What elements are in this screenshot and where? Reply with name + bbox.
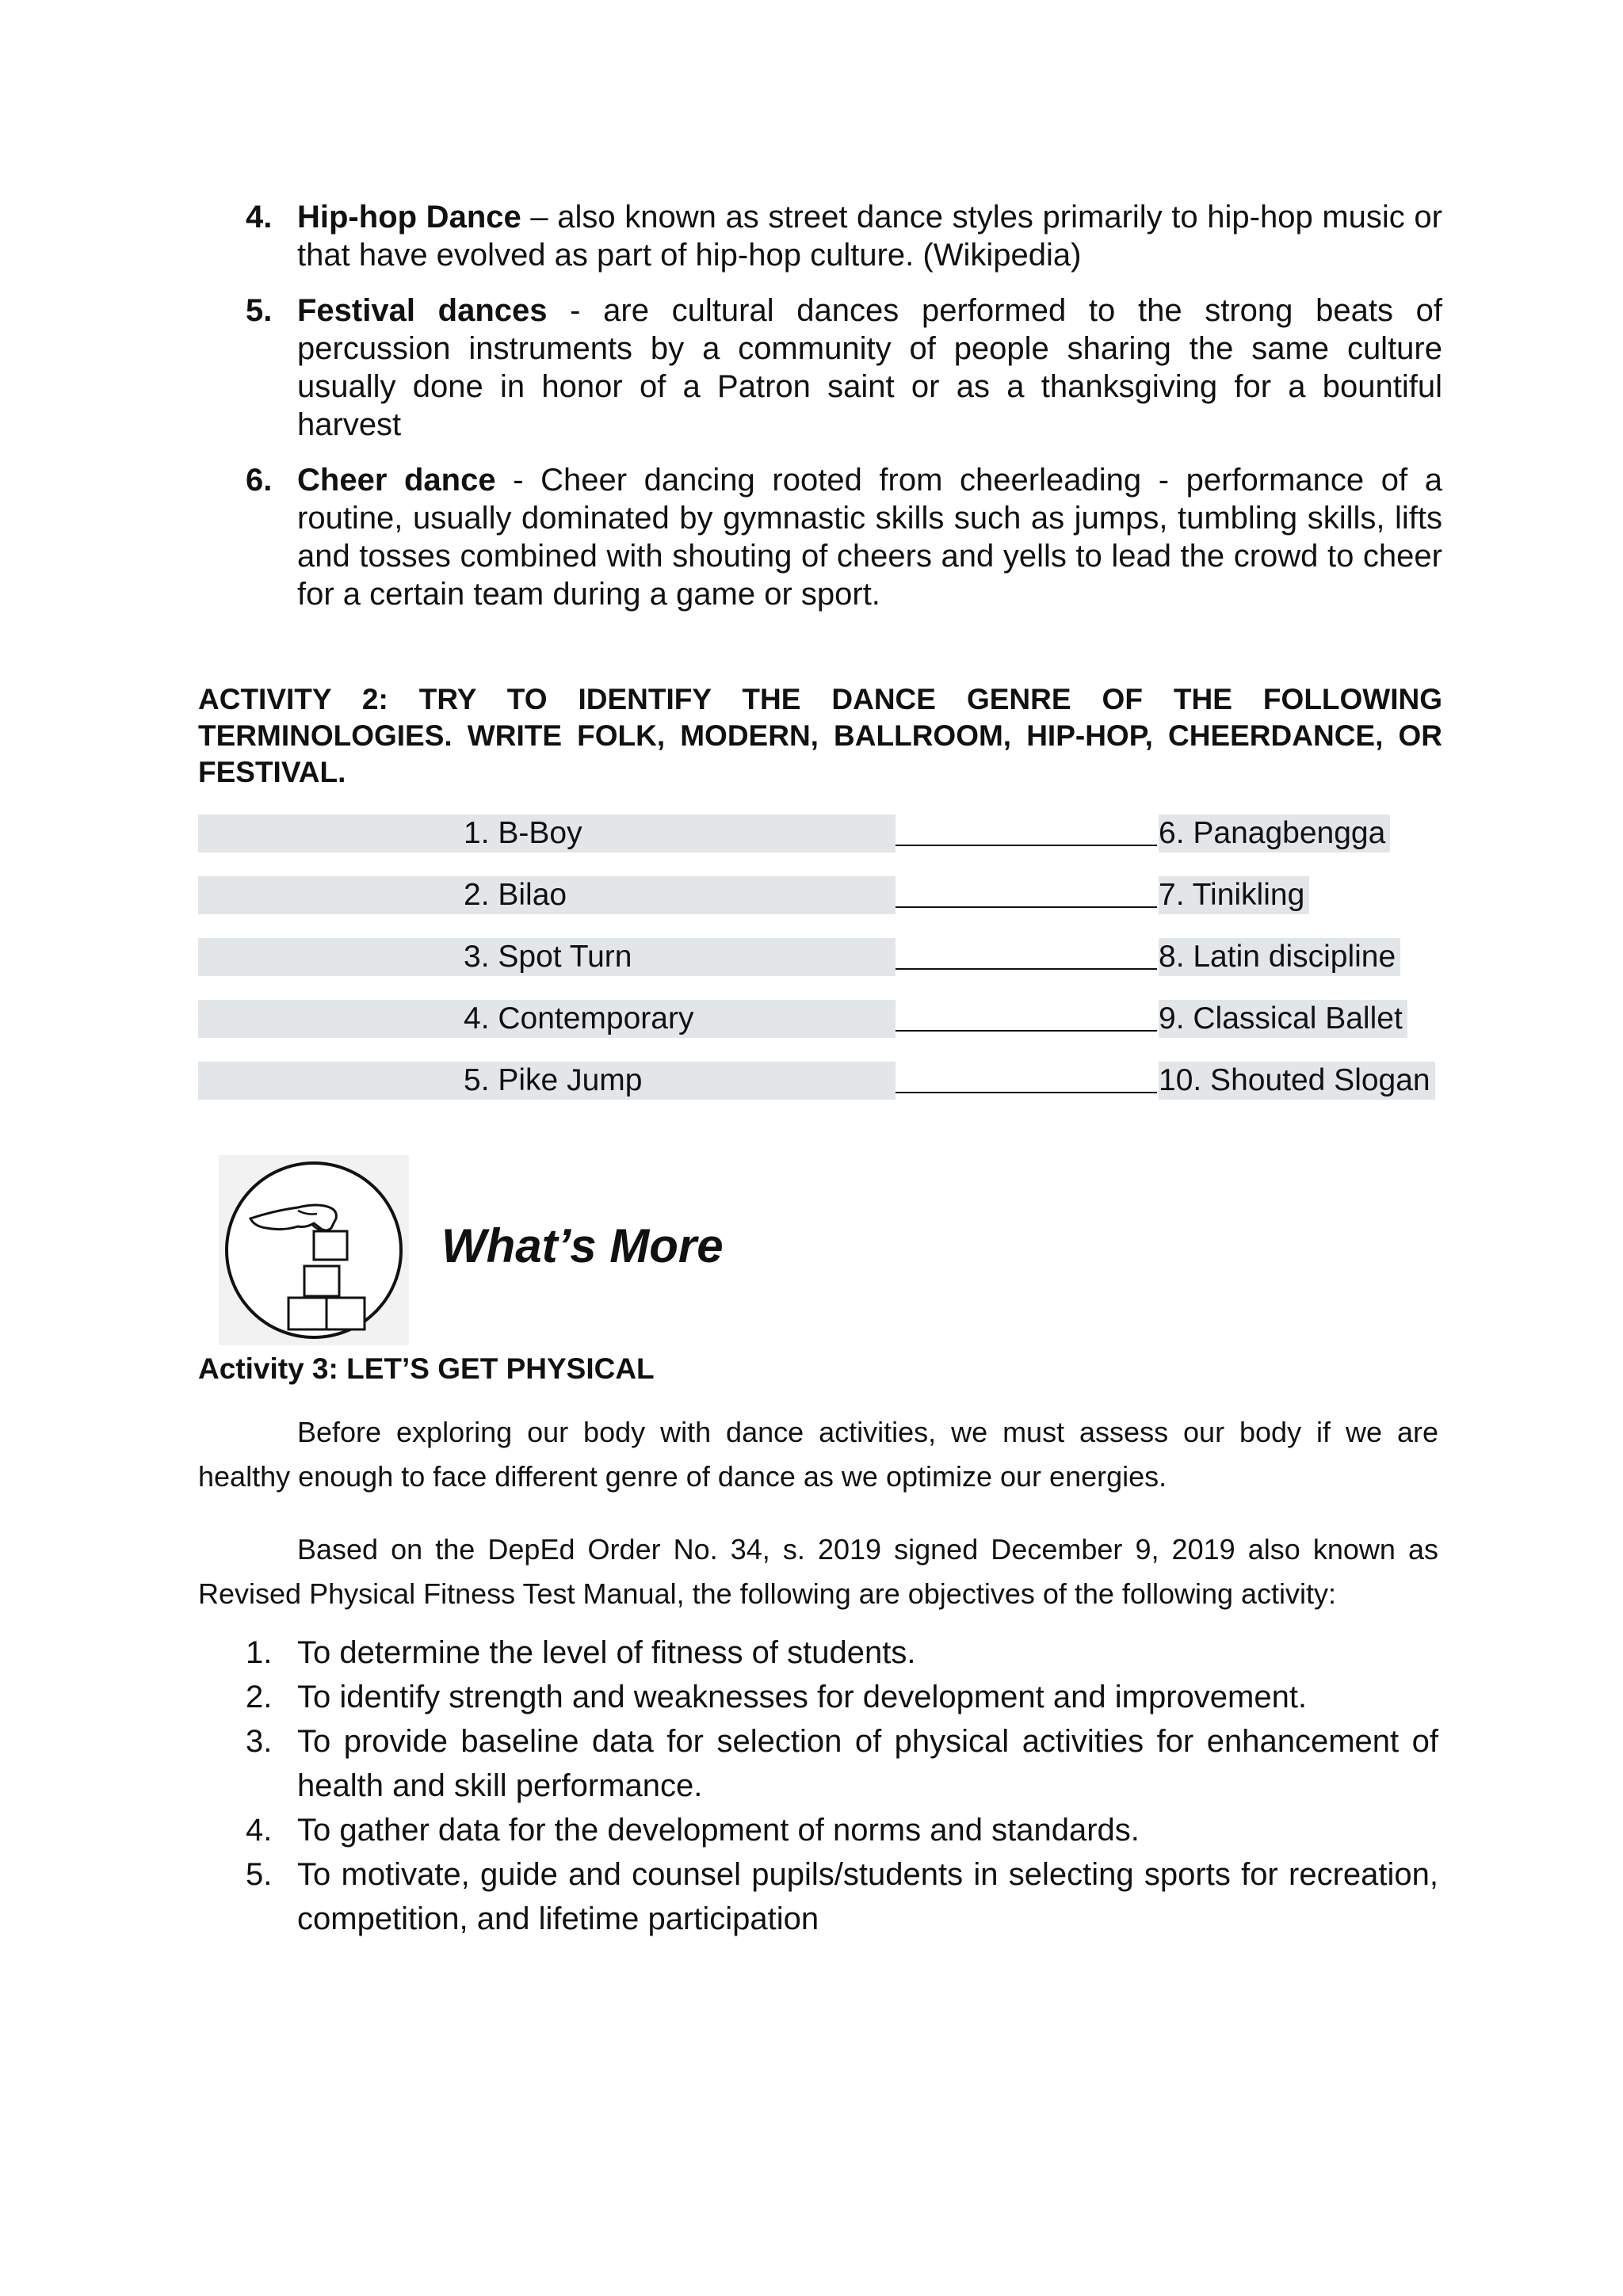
- paragraph-text: Based on the DepEd Order No. 34, s. 2019 signed December 9, 2019 also known as Revised Physical Fitness Test Manual, the following are objectives of the following activity:: [198, 1533, 1438, 1610]
- list-item: [238, 198, 1442, 274]
- item-number: 4.: [246, 1813, 273, 1848]
- quiz-item-left: 3. Spot Turn: [464, 940, 632, 974]
- activity-2-heading: ACTIVITY 2: TRY TO IDENTIFY THE DANCE GENRE OF THE FOLLOWING TERMINOLOGIES. WRITE FOLK, MODERN, BALLROOM, HIP-HOP, CHEERDANCE, OR FESTIVAL.: [198, 683, 1442, 788]
- quiz-row: [198, 1062, 1442, 1123]
- list-item: [238, 1630, 1438, 1675]
- quiz-item-right: 7. Tinikling: [1159, 876, 1309, 914]
- genre-term: Cheer dance: [297, 463, 496, 498]
- quiz-item-left: 5. Pike Jump: [464, 1063, 643, 1097]
- item-number: 5.: [246, 1857, 273, 1892]
- list-item: [238, 1808, 1438, 1852]
- quiz-row: [198, 876, 1442, 938]
- item-number: 3.: [246, 1724, 273, 1759]
- list-item: [238, 461, 1442, 613]
- objective-text: To motivate, guide and counsel pupils/students in selecting sports for recreation, competition, and lifetime participation: [297, 1857, 1438, 1936]
- answer-blank[interactable]: [896, 1030, 1157, 1032]
- item-number: 5.: [246, 293, 273, 328]
- quiz-row: [198, 1000, 1442, 1062]
- objective-text: To gather data for the development of norms and standards.: [297, 1813, 1140, 1848]
- genre-description: - are cultural dances performed to the strong beats of percussion instruments by a community of people sharing the same culture usually done in honor of a Patron saint or as a thanksgiving for a bountiful harvest: [297, 293, 1442, 442]
- objectives-list: [238, 1630, 1438, 1941]
- quiz-item-left: 1. B-Boy: [464, 816, 582, 850]
- genre-description: - Cheer dancing rooted from cheerleading - performance of a routine, usually dominated by gymnastic skills such as jumps, tumbling skills, lifts and tosses combined with shouting of cheers and yells to lead the crowd to cheer for a certain team during a game or sport.: [297, 463, 1442, 612]
- dance-genre-list: [238, 198, 1442, 631]
- paragraph-text: Before exploring our body with dance activities, we must assess our body if we are healthy enough to face different genre of dance as we optimize our energies.: [198, 1416, 1438, 1493]
- identification-quiz: [198, 814, 1442, 1123]
- answer-blank[interactable]: [896, 845, 1157, 846]
- quiz-row: [198, 814, 1442, 876]
- quiz-item-right: 8. Latin discipline: [1159, 938, 1400, 976]
- quiz-item-right: 6. Panagbengga: [1159, 814, 1390, 852]
- item-number: 2.: [246, 1680, 273, 1714]
- item-number: 4.: [246, 200, 273, 235]
- deped-paragraph: [198, 1527, 1438, 1616]
- objective-text: To identify strength and weaknesses for development and improvement.: [297, 1680, 1308, 1714]
- section-title: What’s More: [441, 1219, 724, 1272]
- quiz-item-right: 10. Shouted Slogan: [1159, 1062, 1435, 1100]
- list-item: [238, 1852, 1438, 1941]
- hand-stacking-blocks-icon: [219, 1155, 409, 1345]
- objective-text: To determine the level of fitness of students.: [297, 1635, 916, 1670]
- list-item: [238, 1675, 1438, 1719]
- intro-paragraph: [198, 1410, 1438, 1499]
- item-number: 6.: [246, 463, 273, 498]
- list-item: [238, 1719, 1438, 1808]
- genre-term: Festival dances: [297, 293, 548, 328]
- answer-blank[interactable]: [896, 1092, 1157, 1093]
- quiz-item-right: 9. Classical Ballet: [1159, 1000, 1407, 1038]
- quiz-row: [198, 938, 1442, 1000]
- activity-3-heading: Activity 3: LET’S GET PHYSICAL: [198, 1352, 655, 1385]
- answer-blank[interactable]: [896, 906, 1157, 908]
- item-number: 1.: [246, 1635, 273, 1670]
- genre-term: Hip-hop Dance: [297, 200, 521, 235]
- objective-text: To provide baseline data for selection of physical activities for enhancement of health and skill performance.: [297, 1724, 1438, 1803]
- list-item: [238, 292, 1442, 444]
- answer-blank[interactable]: [896, 968, 1157, 970]
- quiz-item-left: 4. Contemporary: [464, 1001, 694, 1035]
- genre-description: – also known as street dance styles primarily to hip-hop music or that have evolved as part of hip-hop culture. (Wikipedia): [297, 200, 1442, 273]
- quiz-item-left: 2. Bilao: [464, 878, 567, 912]
